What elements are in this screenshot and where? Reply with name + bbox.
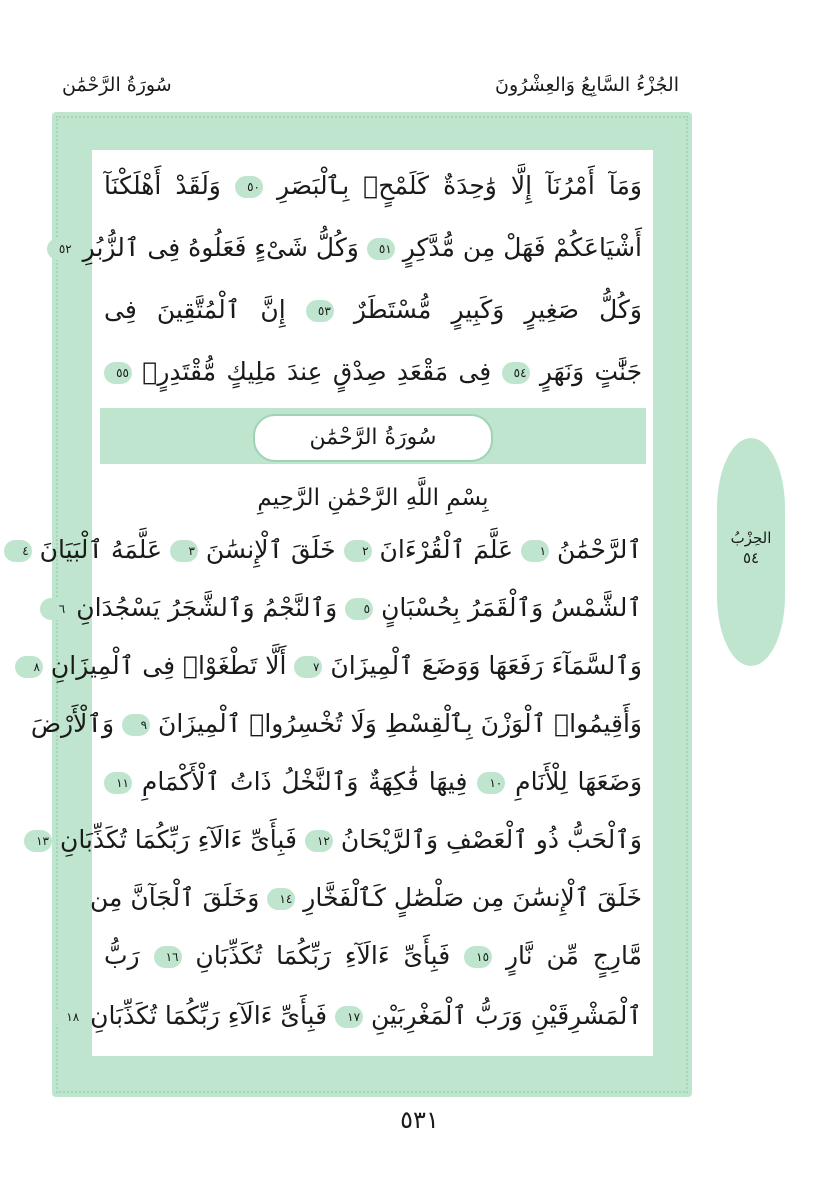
verse-line-5 (22, 522, 642, 578)
verse-line-10 (36, 812, 642, 868)
verse-text: فِيهَا فَٰكِهَةٌ وَٱلنَّخْلُ ذَاتُ ٱلْأَكْمَامِ (141, 767, 468, 796)
hizb-number: ٥٤ (742, 549, 760, 567)
verse-text: ٱلشَّمْسُ وَٱلْقَمَرُ بِحُسْبَانٍ (381, 593, 642, 622)
ayah-marker: ١٨ (54, 1006, 82, 1028)
ayah-marker: ٦ (40, 598, 68, 620)
ayah-marker: ٣ (170, 540, 198, 562)
hizb-label: الحِزْبُ (730, 529, 772, 547)
ayah-marker: ١٧ (335, 1006, 363, 1028)
ayah-marker: ٥٥ (104, 362, 132, 384)
verse-line-7 (33, 638, 642, 694)
verse-line-4 (104, 344, 642, 400)
verse-text: وَٱلْأَرْضَ (30, 709, 115, 738)
ayah-marker: ٥٠ (235, 176, 263, 198)
page-number: ٥٣١ (400, 1106, 439, 1134)
verse-text: وَكُلُّ شَىْءٍ فَعَلُوهُ فِى ٱلزُّبُرِ (82, 233, 359, 262)
ayah-marker: ٨ (15, 656, 43, 678)
ayah-marker: ٥٣ (306, 300, 334, 322)
verse-text: أَلَّا تَطْغَوْا۟ فِى ٱلْمِيزَانِ (50, 651, 287, 680)
verse-text: فَبِأَىِّ ءَالَآءِ رَبِّكُمَا تُكَذِّبَانِ (195, 941, 451, 970)
ayah-marker: ١١ (104, 772, 132, 794)
verse-text: وَمَآ أَمْرُنَآ إِلَّا وَٰحِدَةٌ كَلَمْحٍۭ بِٱلْبَصَرِ (277, 171, 643, 200)
ayah-marker: ١٠ (477, 772, 505, 794)
verse-text: مَّارِجٍ مِّن نَّارٍ (505, 941, 643, 970)
surah-title: سُورَةُ الرَّحْمَٰن (253, 414, 493, 462)
verse-text: خَلَقَ ٱلْإِنسَٰنَ مِن صَلْصَٰلٍ كَٱلْفَخَّارِ (303, 883, 642, 912)
ayah-marker: ١٦ (154, 946, 182, 968)
verse-line-8 (30, 696, 642, 752)
verse-text: وَخَلَقَ ٱلْجَآنَّ مِن (89, 883, 260, 912)
ayah-marker: ٤ (4, 540, 32, 562)
verse-line-6 (58, 580, 642, 636)
verse-text: وَٱلنَّجْمُ وَٱلشَّجَرُ يَسْجُدَانِ (76, 593, 338, 622)
verse-text: فَبِأَىِّ ءَالَآءِ رَبِّكُمَا تُكَذِّبَانِ (59, 825, 297, 854)
surah-header: سُورَةُ الرَّحْمَٰن (62, 74, 172, 96)
verse-text: وَضَعَهَا لِلْأَنَامِ (515, 767, 643, 796)
verse-text: خَلَقَ ٱلْإِنسَٰنَ (205, 535, 336, 564)
ayah-marker: ٥٤ (502, 362, 530, 384)
verse-text: ٱلْمَشْرِقَيْنِ وَرَبُّ ٱلْمَغْرِبَيْنِ (370, 1001, 642, 1030)
verse-text: وَكُلُّ صَغِيرٍ وَكَبِيرٍ مُّسْتَطَرٌ (353, 295, 642, 324)
verse-line-3 (104, 282, 642, 338)
verse-text: رَبُّ (104, 941, 140, 970)
verse-text: فَبِأَىِّ ءَالَآءِ رَبِّكُمَا تُكَذِّبَانِ (90, 1001, 328, 1030)
verse-text: فِى مَقْعَدِ صِدْقٍ عِندَ مَلِيكٍ مُّقْتَدِرٍۭ (142, 357, 492, 386)
ayah-marker: ١٥ (464, 946, 492, 968)
verse-text: وَٱلْحَبُّ ذُو ٱلْعَصْفِ وَٱلرَّيْحَانُ (340, 825, 642, 854)
basmala: بِسْمِ اللَّهِ الرَّحْمَٰنِ الرَّحِيمِ (257, 485, 489, 511)
verse-line-11 (89, 870, 642, 926)
ayah-marker: ٥١ (367, 238, 395, 260)
verse-text: عَلَّمَهُ ٱلْبَيَانَ (39, 535, 162, 564)
ayah-marker: ١ (521, 540, 549, 562)
verse-line-2 (58, 220, 642, 276)
ayah-marker: ٥ (345, 598, 373, 620)
verse-text: أَشْيَاعَكُمْ فَهَلْ مِن مُّدَّكِرٍ (402, 233, 642, 262)
verse-text: إِنَّ ٱلْمُتَّقِينَ فِى (104, 295, 286, 324)
verse-line-1 (104, 158, 642, 214)
verse-text: وَلَقَدْ أَهْلَكْنَآ (104, 171, 221, 200)
ayah-marker: ٥٢ (47, 238, 75, 260)
verse-text: عَلَّمَ ٱلْقُرْءَانَ (379, 535, 514, 564)
surah-title-band (100, 408, 646, 464)
ayah-marker: ١٤ (267, 888, 295, 910)
juz-header: الجُزْءُ السَّابِعُ وَالعِشْرُونَ (494, 74, 679, 96)
verse-line-13 (66, 988, 642, 1044)
verse-line-12 (104, 928, 642, 984)
verse-text: وَٱلسَّمَآءَ رَفَعَهَا وَوَضَعَ ٱلْمِيزَانَ (330, 651, 642, 680)
ayah-marker: ٢ (344, 540, 372, 562)
ayah-marker: ٩ (122, 714, 150, 736)
verse-line-9 (104, 754, 642, 810)
ayah-marker: ٧ (294, 656, 322, 678)
hizb-marker (717, 438, 785, 666)
verse-text: وَأَقِيمُوا۟ ٱلْوَزْنَ بِٱلْقِسْطِ وَلَا تُخْسِرُوا۟ ٱلْمِيزَانَ (158, 709, 642, 738)
ayah-marker: ١٣ (24, 830, 52, 852)
verse-text: ٱلرَّحْمَٰنُ (557, 535, 642, 564)
ayah-marker: ١٢ (305, 830, 333, 852)
verse-text: جَنَّٰتٍ وَنَهَرٍ (539, 357, 643, 386)
